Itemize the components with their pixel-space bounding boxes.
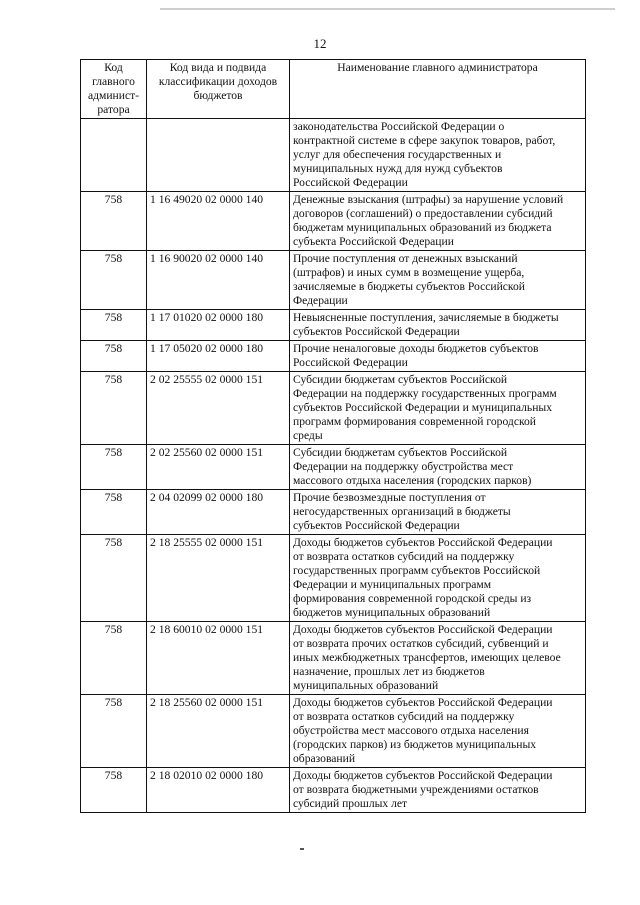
cell-type-code: 2 18 25560 02 0000 151 bbox=[147, 695, 290, 768]
cell-name: Прочие безвозмездные поступления от негосударственных организаций в бюджеты субъектов Российской Федерации bbox=[290, 490, 586, 535]
table-row bbox=[81, 695, 586, 768]
cell-type-code bbox=[147, 119, 290, 192]
table-row bbox=[81, 310, 586, 341]
cell-admin-code: 758 bbox=[81, 310, 147, 341]
table-row bbox=[81, 490, 586, 535]
cell-admin-code: 758 bbox=[81, 192, 147, 251]
header-admin-code: Код главного админист- ратора bbox=[81, 60, 147, 119]
cell-name: законодательства Российской Федерации о контрактной системе в сфере закупок товаров, работ, услуг для обеспечения государственных и муниципальных нужд для нужд субъектов Российской Федерации bbox=[290, 119, 586, 192]
revenue-classification-table bbox=[80, 59, 586, 813]
cell-admin-code: 758 bbox=[81, 445, 147, 490]
scan-dot-mark bbox=[300, 848, 304, 850]
cell-admin-code: 758 bbox=[81, 535, 147, 622]
cell-admin-code bbox=[81, 119, 147, 192]
table-row bbox=[81, 251, 586, 310]
table-row bbox=[81, 535, 586, 622]
cell-name: Доходы бюджетов субъектов Российской Федерации от возврата остатков субсидий на поддержку государственных программ субъектов Российской Федерации и муниципальных программ формирования современной городской среды из бюджетов муниципальных образований bbox=[290, 535, 586, 622]
table-header-row bbox=[81, 60, 586, 119]
scan-edge-mark bbox=[160, 8, 615, 10]
header-admin-name: Наименование главного администратора bbox=[290, 60, 586, 119]
table-row bbox=[81, 192, 586, 251]
table-row bbox=[81, 445, 586, 490]
page-number: 12 bbox=[313, 36, 327, 51]
cell-type-code: 2 02 25560 02 0000 151 bbox=[147, 445, 290, 490]
cell-type-code: 2 04 02099 02 0000 180 bbox=[147, 490, 290, 535]
cell-name: Прочие поступления от денежных взысканий (штрафов) и иных сумм в возмещение ущерба, зачисляемые в бюджеты субъектов Российской Федерации bbox=[290, 251, 586, 310]
cell-name: Доходы бюджетов субъектов Российской Федерации от возврата прочих остатков субсидий, субвенций и иных межбюджетных трансфертов, имеющих целевое назначение, прошлых лет из бюджетов муниципальных образований bbox=[290, 622, 586, 695]
table-row bbox=[81, 372, 586, 445]
cell-name: Доходы бюджетов субъектов Российской Федерации от возврата бюджетными учреждениями остатков субсидий прошлых лет bbox=[290, 768, 586, 813]
cell-name: Субсидии бюджетам субъектов Российской Федерации на поддержку обустройства мест массового отдыха населения (городских парков) bbox=[290, 445, 586, 490]
cell-admin-code: 758 bbox=[81, 341, 147, 372]
cell-type-code: 2 02 25555 02 0000 151 bbox=[147, 372, 290, 445]
cell-type-code: 2 18 60010 02 0000 151 bbox=[147, 622, 290, 695]
table-row bbox=[81, 119, 586, 192]
cell-name: Денежные взыскания (штрафы) за нарушение условий договоров (соглашений) о предоставлении субсидий бюджетам муниципальных образований из бюджета субъекта Российской Федерации bbox=[290, 192, 586, 251]
cell-admin-code: 758 bbox=[81, 695, 147, 768]
cell-admin-code: 758 bbox=[81, 490, 147, 535]
cell-type-code: 1 17 05020 02 0000 180 bbox=[147, 341, 290, 372]
cell-admin-code: 758 bbox=[81, 372, 147, 445]
cell-type-code: 1 16 90020 02 0000 140 bbox=[147, 251, 290, 310]
cell-admin-code: 758 bbox=[81, 768, 147, 813]
cell-admin-code: 758 bbox=[81, 622, 147, 695]
table-row bbox=[81, 622, 586, 695]
cell-name: Невыясненные поступления, зачисляемые в бюджеты субъектов Российской Федерации bbox=[290, 310, 586, 341]
cell-type-code: 1 16 49020 02 0000 140 bbox=[147, 192, 290, 251]
cell-type-code: 1 17 01020 02 0000 180 bbox=[147, 310, 290, 341]
cell-admin-code: 758 bbox=[81, 251, 147, 310]
cell-type-code: 2 18 02010 02 0000 180 bbox=[147, 768, 290, 813]
cell-name: Субсидии бюджетам субъектов Российской Федерации на поддержку государственных программ субъектов Российской Федерации и муниципальных программ формирования современной городской среды bbox=[290, 372, 586, 445]
table-row bbox=[81, 341, 586, 372]
cell-name: Доходы бюджетов субъектов Российской Федерации от возврата остатков субсидий на поддержку обустройства мест массового отдыха населения (городских парков) из бюджетов муниципальных образований bbox=[290, 695, 586, 768]
cell-name: Прочие неналоговые доходы бюджетов субъектов Российской Федерации bbox=[290, 341, 586, 372]
header-type-code: Код вида и подвида классификации доходов бюджетов bbox=[147, 60, 290, 119]
cell-type-code: 2 18 25555 02 0000 151 bbox=[147, 535, 290, 622]
table-row bbox=[81, 768, 586, 813]
